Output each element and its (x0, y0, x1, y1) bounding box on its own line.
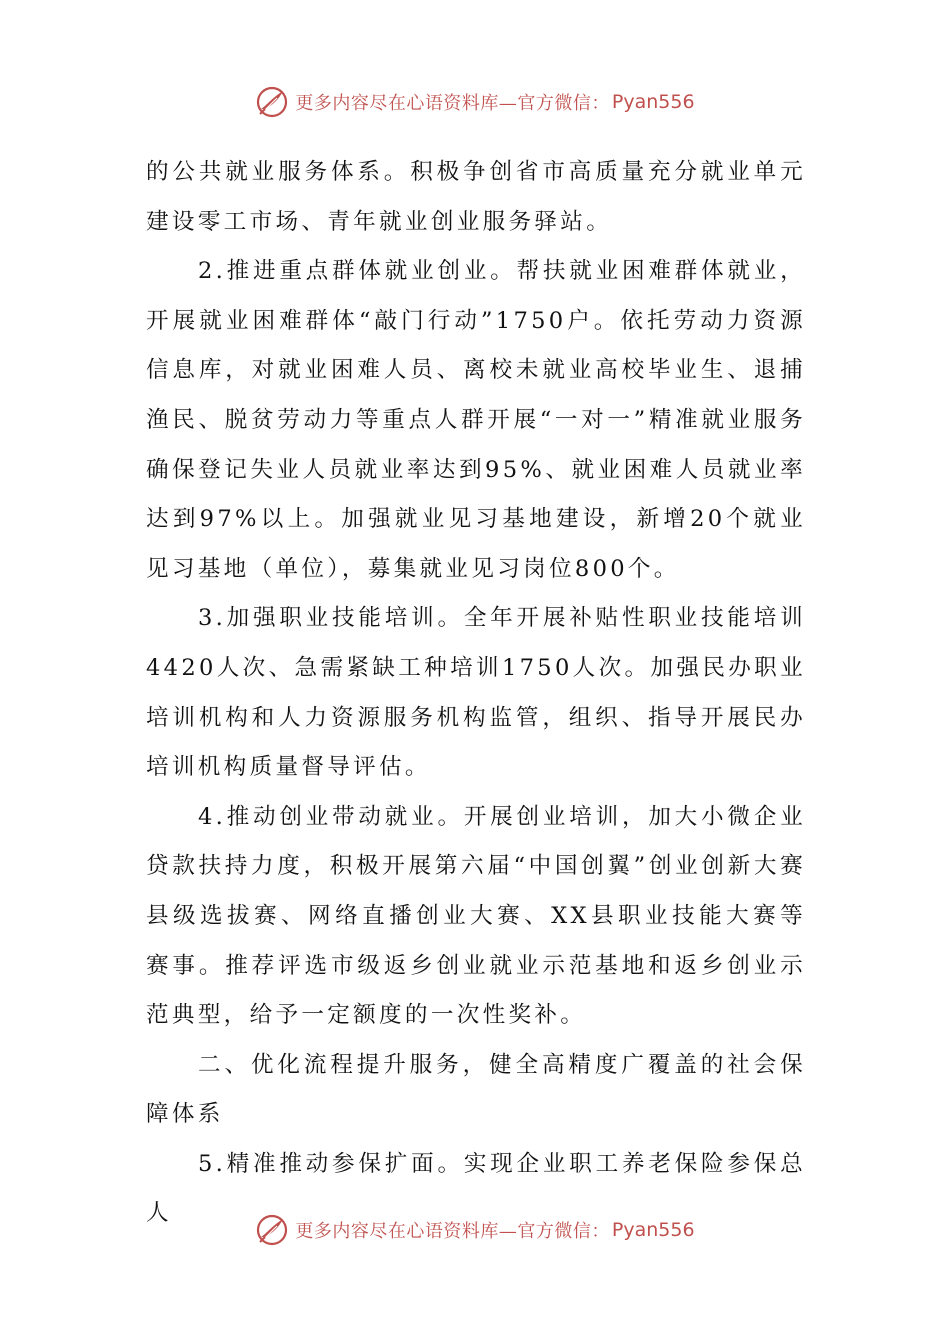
watermark-text: 更多内容尽在心语资料库—官方微信： (295, 1221, 610, 1242)
watermark-handle: Pyan556 (611, 91, 695, 113)
paragraph-employment-system: 的公共就业服务体系。积极争创省市高质量充分就业单元建设零工市场、青年就业创业服务驿站。 (146, 159, 806, 235)
watermark-handle: Pyan556 (611, 1219, 695, 1241)
footer-watermark (0, 1208, 950, 1252)
feather-pen-seal-icon (255, 85, 289, 119)
paragraph-insurance-expansion: 5.精准推动参保扩面。实现企业职工养老保险参保总人 (146, 1150, 806, 1227)
paragraph-entrepreneurship: 4.推动创业带动就业。开展创业培训，加大小微企业贷款扶持力度，积极开展第六届“中国创翼”创业创新大赛县级选拔赛、网络直播创业大赛、XX县职业技能大赛等赛事。推荐评选市级返乡创业就业示范基地和返乡创业示范典型，给予一定额度的一次性奖补。 (146, 803, 806, 1029)
document-body (146, 148, 806, 1239)
feather-pen-seal-icon (255, 1213, 289, 1247)
paragraph-skills-training: 3.加强职业技能培训。全年开展补贴性职业技能培训4420人次、急需紧缺工种培训1750人次。加强民办职业培训机构和人力资源服务机构监管，组织、指导开展民办培训机构质量督导评估。 (146, 605, 806, 781)
section-heading-social-security: 二、优化流程提升服务，健全高精度广覆盖的社会保障体系 (146, 1051, 806, 1128)
paragraph-key-groups: 2.推进重点群体就业创业。帮扶就业困难群体就业，开展就业困难群体“敲门行动”1750户。依托劳动力资源信息库，对就业困难人员、离校未就业高校毕业生、退捕渔民、脱贫劳动力等重点人群开展“一对一”精准就业服务确保登记失业人员就业率达到95%、就业困难人员就业率达到97%以上。加强就业见习基地建设，新增20个就业见习基地（单位），募集就业见习岗位800个。 (146, 258, 806, 582)
watermark-text: 更多内容尽在心语资料库—官方微信： (295, 93, 610, 114)
header-watermark (0, 80, 950, 124)
